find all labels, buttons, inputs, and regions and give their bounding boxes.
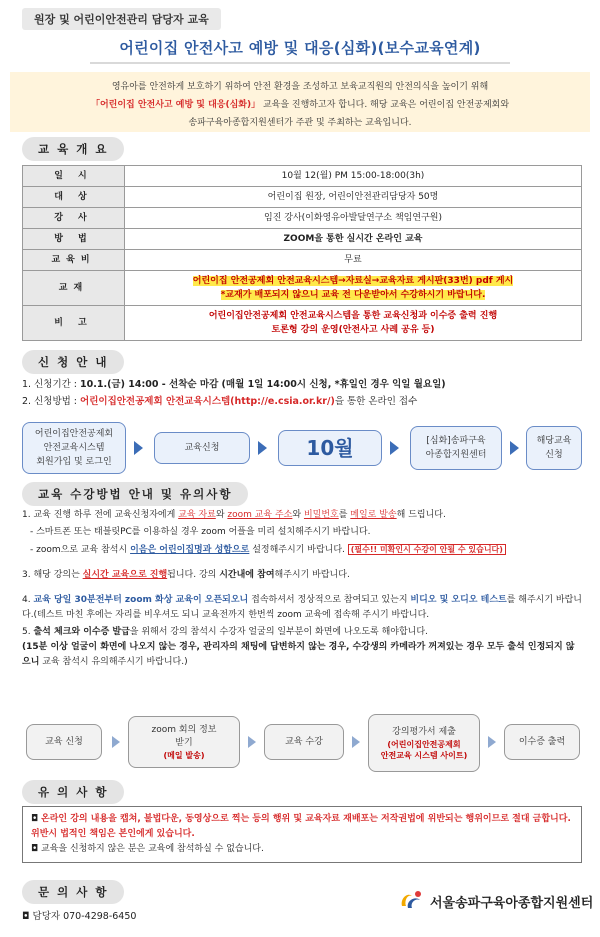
- material-line-2: *교재가 배포되지 않으니 교육 전 다운받아서 수강하시기 바랍니다.: [220, 290, 486, 300]
- intro-line-2-rest: 교육을 진행하고자 합니다. 해당 교육은 어린이집 안전공제회와: [260, 100, 510, 110]
- flow-label: 교육 수강: [285, 736, 323, 747]
- method-text: 시간내에 참여: [219, 570, 275, 580]
- method-text: 을 위해서 강의 참석시 수강자 얼굴의 일부분이 화면에 나오도록 해야합니다.: [129, 627, 428, 637]
- remark-line-2: 토론형 강의 운영(안전사고 사례 공유 등): [271, 325, 435, 335]
- method-text: 비디오 및 오디오 테스트: [410, 595, 507, 605]
- row-key: 강 사: [23, 208, 125, 229]
- table-row: [23, 306, 582, 341]
- org-logo: [398, 888, 593, 914]
- arrow-right-icon: [248, 736, 256, 748]
- apply-period: [22, 376, 582, 393]
- table-row: [23, 166, 582, 187]
- method-text: 1. 교육 진행 하루 전에 교육신청자에게: [22, 510, 179, 520]
- row-value: 어린이집 원장, 어린이안전관리담당자 50명: [125, 187, 582, 208]
- method-text: 해주시기 바랍니다.: [274, 570, 350, 580]
- title-divider: [90, 62, 510, 64]
- method-text: - zoom으로 교육 참석시: [30, 545, 131, 555]
- method-text: 교육 자료: [178, 510, 216, 520]
- caution-item: [31, 812, 573, 842]
- row-value: 10월 12(월) PM 15:00-18:00(3h): [125, 166, 582, 187]
- flow-sub: (어린이집안전공제회 안전교육 시스템 사이트): [380, 739, 468, 760]
- material-line-1: 어린이집 안전공제회 안전교육시스템→자료실→교육자료 게시판(33번) pdf 게시: [192, 276, 514, 286]
- method-text: 4.: [22, 595, 34, 605]
- row-key: 교재: [23, 271, 125, 306]
- method-text: 교육 당일 30분전부터 zoom 화상 교육이 오픈되오니: [33, 595, 249, 605]
- bullet-icon: ◘: [22, 911, 30, 922]
- method-text: 를: [338, 510, 351, 520]
- method-text: 5.: [22, 627, 34, 637]
- flow-label: 강의평가서 제출: [392, 726, 456, 737]
- org-name: 서울송파구육아종합지원센터: [430, 895, 594, 911]
- audience-tag: 원장 및 어린이안전관리 담당자 교육: [22, 8, 221, 30]
- method-item-3: [22, 568, 582, 583]
- overview-table: [22, 165, 582, 341]
- section-overview-header: 교 육 개 요: [22, 137, 124, 161]
- flow-step-center: [심화]송파구육 아종합지원센터: [410, 426, 502, 470]
- row-key: 교육비: [23, 250, 125, 271]
- caution-text: 온라인 강의 내용을 캡쳐, 불법다운, 동영상으로 찍는 등의 행위 및 교육자료 재배포는 저작권법에 위반되는 행위이므로 절대 금합니다. 위반시 법적인 책임은 본인에게 있습니다.: [31, 814, 571, 839]
- flow-step-course-apply: 해당교육 신청: [526, 426, 582, 470]
- intro-line-3: 송파구육아종합지원센터가 주관 및 주최하는 교육입니다.: [188, 118, 412, 128]
- method-text: 설정해주시기 바랍니다.: [249, 545, 348, 555]
- study-flow: [22, 714, 582, 772]
- arrow-right-icon: [390, 441, 399, 455]
- apply-flow: [22, 420, 582, 476]
- arrow-right-icon: [488, 736, 496, 748]
- row-key: 일 시: [23, 166, 125, 187]
- method-text: 메일로 발송: [350, 510, 397, 520]
- bullet-icon: ◘: [31, 844, 39, 854]
- org-logo-icon: [398, 888, 426, 914]
- row-key: 방 법: [23, 229, 125, 250]
- method-item-4: [22, 593, 582, 623]
- row-value: [125, 271, 582, 306]
- section-caution-header: 유 의 사 항: [22, 780, 124, 804]
- section-contact-header: 문 의 사 항: [22, 880, 124, 904]
- row-value: 임진 강사(이화영유아발달연구소 책임연구원): [125, 208, 582, 229]
- apply-site-link[interactable]: 어린이집안전공제회 안전교육시스템(http://e.csia.or.kr/): [80, 396, 335, 407]
- caution-item: [31, 842, 573, 857]
- row-value: [125, 306, 582, 341]
- row-value: ZOOM을 통한 실시간 온라인 교육: [125, 229, 582, 250]
- table-row: [23, 187, 582, 208]
- remark-line-1: 어린이집안전공제회 안전교육시스템을 통한 교육신청과 이수증 출력 진행: [208, 311, 498, 321]
- flow-step-month: 10월: [278, 430, 382, 466]
- section-method-header: 교육 수강방법 안내 및 유의사항: [22, 482, 248, 506]
- method-text: 3. 해당 강의는: [22, 570, 83, 580]
- method-item-5: [22, 625, 582, 670]
- section-apply-header: 신 청 안 내: [22, 350, 124, 374]
- method-info: [22, 508, 582, 672]
- intro-box: [10, 72, 590, 132]
- method-item-1-sub-2: [22, 542, 582, 558]
- flow-step-course-apply: [26, 724, 102, 760]
- method-text: 를 해주시기 바랍니다.(테스트 마친 후에는 자리를 비우셔도 되니 교육전까지 한번씩 zoom 교육에 접속해 주시기 바랍니다.: [22, 595, 582, 620]
- arrow-right-icon: [112, 736, 120, 748]
- flow-step-certificate: [504, 724, 580, 760]
- contact-info: [22, 908, 136, 922]
- method-text: 됩니다. 강의: [167, 570, 220, 580]
- caution-text: 교육을 신청하지 않은 분은 교육에 참석하실 수 없습니다.: [41, 844, 264, 854]
- method-text: 해 드립니다.: [396, 510, 446, 520]
- arrow-right-icon: [510, 441, 519, 455]
- flow-label: 교육 신청: [45, 736, 83, 747]
- method-text: (15분 이상 얼굴이 화면에 나오지 않는 경우, 관리자의 채팅에 답변하지 않는 경우, 수강생의 카메라가 꺼져있는 경우 모두 출석 인정되지 않으니: [22, 642, 575, 667]
- flow-step-zoom-info: [128, 716, 240, 768]
- intro-line-2: [24, 96, 576, 114]
- table-row: [23, 271, 582, 306]
- method-text: 와: [292, 510, 304, 520]
- page-title: 어린이집 안전사고 예방 및 대응(심화)(보수교육연계): [119, 39, 481, 57]
- intro-course-name: 「어린이집 안전사고 예방 및 대응(심화)」: [90, 100, 261, 110]
- arrow-right-icon: [134, 441, 143, 455]
- flow-step-apply: 교육신청: [154, 432, 250, 464]
- method-text: 비밀번호: [303, 510, 339, 520]
- method-text: 실시간 교육으로 진행: [82, 570, 168, 580]
- method-text: zoom 교육 주소: [227, 510, 293, 520]
- method-item-1: [22, 508, 582, 523]
- caution-box: [22, 806, 582, 863]
- apply-method-rest: 을 통한 온라인 접수: [334, 396, 418, 407]
- method-text: 와: [215, 510, 228, 520]
- apply-method: [22, 393, 582, 410]
- row-value: 무료: [125, 250, 582, 271]
- contact-phone: 담당자 070-4298-6450: [32, 911, 137, 922]
- method-item-1-sub-1: - 스마트폰 또는 태블릿PC를 이용하실 경우 zoom 어플을 미리 설치해주시기 바랍니다.: [30, 527, 371, 537]
- flow-step-signup: 어린이집안전공제회 안전교육시스템 회원가입 및 로그인: [22, 422, 126, 474]
- row-key: 비 고: [23, 306, 125, 341]
- table-row: [23, 229, 582, 250]
- table-row: [23, 208, 582, 229]
- bullet-icon: ◘: [31, 814, 39, 824]
- row-key: 대 상: [23, 187, 125, 208]
- method-text: 출석 체크와 이수증 발급: [33, 627, 130, 637]
- method-text: 접속하셔서 정상적으로 참여되고 있는지: [248, 595, 411, 605]
- apply-period-value: 10.1.(금) 14:00 - 선착순 마감 (매월 1일 14:00시 신청, *휴일인 경우 익일 월요일): [80, 379, 446, 390]
- intro-line-1: 영유아를 안전하게 보호하기 위하여 안전 환경을 조성하고 보육교직원의 안전의식을 높이기 위해: [111, 82, 489, 92]
- flow-sub: (메일 발송): [163, 750, 205, 760]
- apply-info: [22, 376, 582, 410]
- method-text: 교육 참석시 유의해주시기 바랍니다.): [39, 657, 188, 667]
- flow-label: 이수증 출력: [518, 736, 566, 747]
- flow-step-attend: [264, 724, 344, 760]
- apply-method-label: 2. 신청방법 :: [22, 396, 78, 407]
- arrow-right-icon: [352, 736, 360, 748]
- arrow-right-icon: [258, 441, 267, 455]
- method-text: 이음은 어린이집명과 성함으로: [130, 545, 250, 555]
- flow-step-evaluation: [368, 714, 480, 772]
- required-note: (필수!! 미확인시 수강이 안될 수 있습니다): [348, 544, 506, 555]
- table-row: [23, 250, 582, 271]
- flow-label: zoom 회의 정보 받기: [151, 724, 217, 748]
- apply-period-label: 1. 신청기간 :: [22, 379, 78, 390]
